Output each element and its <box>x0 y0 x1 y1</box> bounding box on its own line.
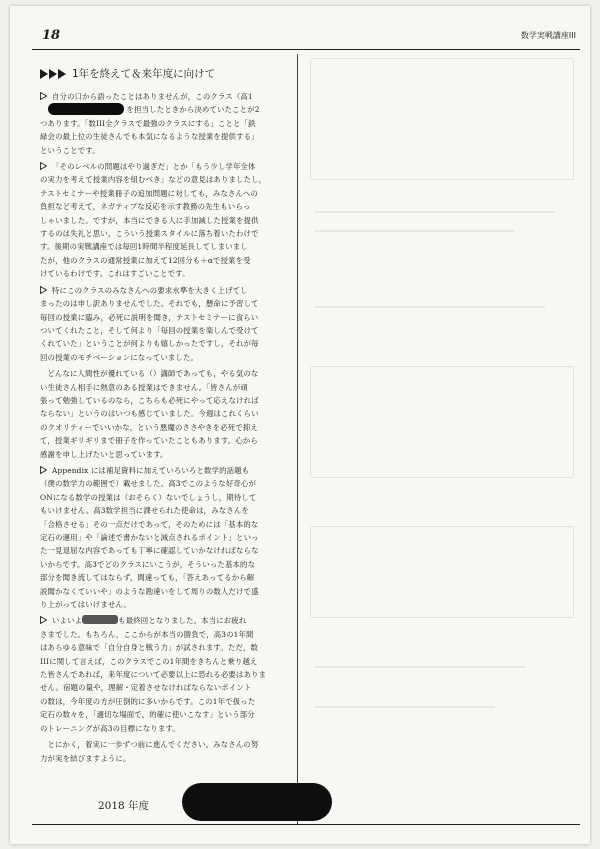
text-line: 定石の運用」や「論述で書かないと減点されるポイント」といっ <box>40 533 259 542</box>
outline-triangle-icon <box>40 92 47 100</box>
bleed-through-box <box>310 58 574 180</box>
text-line: しゃいました。ですが，本当にできる人に手加減した授業を提供 <box>40 215 259 225</box>
text-line: 定石の数々を，「適切な場面で，的確に使いこなす」という部分 <box>40 710 255 720</box>
text-line: ということです。 <box>40 145 100 155</box>
text-line: たが，他のクラスの通常授業に加えて12回分も＋αで授業を受 <box>40 255 251 265</box>
text-line: せん。宿題の量や，理解・定着させなければならないポイント <box>40 683 252 693</box>
text-line: 自分の口から語ったことはありませんが，このクラス（高1 <box>52 92 253 101</box>
text-line: つあります。「数III全クラスで最強のクラスにする」ことと「鉄 <box>40 118 256 128</box>
text-line: た皆さんであれば，来年度について必要以上に恐れる必要はありま <box>40 670 267 680</box>
redaction-bar <box>48 103 124 115</box>
paragraph-7 <box>40 738 290 765</box>
text-line: り上がってはいけません。 <box>40 600 131 610</box>
text-line: た一見退屈な内容であっても丁寧に確認していかなければならな <box>40 546 259 556</box>
text-line: けているわけです。これはすごいことです。 <box>40 269 190 279</box>
signature-redaction <box>182 783 332 821</box>
bleed-through-line <box>315 211 555 213</box>
bleed-through-box <box>310 366 574 478</box>
bleed-through-line <box>315 706 495 708</box>
text-line: を担当したときから決めていたことが2 <box>126 105 260 115</box>
text-line: ONになる数学の授業は（おそらく）ないでしょうし，期待して <box>40 492 257 502</box>
text-line: 回の授業のモチベーションになっていました。 <box>40 352 199 362</box>
text-line: 説聞かなくていいや」のような勘違いをして周りの数人だけで盛 <box>40 586 259 596</box>
text-line: 部分を聞き流してはならず，間違っても，「答えあってるから解 <box>40 573 255 583</box>
outline-triangle-icon <box>40 286 47 294</box>
bleed-through-line <box>315 230 515 232</box>
text-line: 特にこのクラスのみなさんへの要求水準を大きく上げてし <box>52 285 248 295</box>
text-line: い生徒さん相手に熱意のある授業はできません。「皆さんが頑 <box>40 382 248 392</box>
outline-triangle-icon <box>40 162 47 170</box>
document-page <box>10 6 590 844</box>
paragraph-3 <box>40 284 290 364</box>
paragraph-5 <box>40 464 290 611</box>
text-line: 張って勉強しているのなら，こちらも必死にやって応えなければ <box>40 395 259 405</box>
bleed-through-line <box>315 666 525 668</box>
text-line: のクオリティーでいいかな，という悪魔のささやきを必死で抑え <box>40 422 258 432</box>
text-line: いからです。高3でどのクラスにいこうが，そういった基本的な <box>40 559 256 569</box>
text-line: まったのは申し訳ありませんでした。それでも，懸命に予習して <box>40 299 259 309</box>
text-line: どんなに人間性が優れている（）講師であっても，やる気のな <box>47 369 259 379</box>
text-line: 負担など考えて，ネガティブな反応を示す教務の先生もいらっ <box>40 202 251 212</box>
text-line: するのは失礼と思い，こういう授業スタイルに落ち着いたわけで <box>40 229 259 239</box>
text-line: 力が実を結びますように。 <box>40 753 131 763</box>
text-line: て，授業ギリギリまで冊子を作っていたこともあります。心から <box>40 436 258 446</box>
text-line: 緑会の最上位の生徒さんでも本気になるような授業を提供する」 <box>40 132 259 142</box>
text-line: 「合格させる」その一点だけであって，そのためには「基本的な <box>40 519 259 529</box>
text-line: ならない」というのはいつも感じていました。今週はこれくらい <box>40 409 259 419</box>
paragraph-4 <box>40 367 290 461</box>
footer-rule <box>32 824 580 825</box>
outline-triangle-icon <box>40 616 47 624</box>
section-heading <box>40 66 290 81</box>
header-rule <box>32 49 580 50</box>
text-line: 毎回の授業に臨み，必死に説明を聞き，テストセミナーに食らい <box>40 312 259 322</box>
bleed-through-line <box>315 306 545 308</box>
redaction-bar <box>82 615 118 624</box>
text-line: テストセミナーや授業冊子の追加問題に対しても，みなさんへの <box>40 188 259 198</box>
text-line: とにかく，着実に一歩ずつ前に進んでください。みなさんの努 <box>47 740 259 750</box>
text-line: のトレーニングが高3の目標になります。 <box>40 723 180 733</box>
left-column <box>40 66 290 768</box>
outline-triangle-icon <box>40 466 47 474</box>
text-line: くれていた」ということが何よりも嬉しかったですし，それが毎 <box>40 339 259 349</box>
text-line: はあらゆる意味で「自分自身と戦う力」が試されます。ただ，数 <box>40 643 259 653</box>
text-line: の実力を考えて授業内容を組むべき」などの意見はありましたし， <box>40 175 267 185</box>
paragraph-1 <box>40 90 290 157</box>
text-line: す。後期の実戦講座では毎回1時間半程度延長してしまいまし <box>40 242 248 252</box>
book-title: 数学実戦講座III <box>520 31 576 40</box>
text-line: も最終回となりました。本当にお疲れ <box>118 616 247 626</box>
text-line: 「そのレベルの問題はやり過ぎだ」とか「もう少し学年全体 <box>52 162 256 172</box>
signature-year: 2018 年度 <box>98 800 150 812</box>
text-line: IIIに関して言えば，このクラスでこの1年間をきちんと乗り越え <box>40 656 258 666</box>
section-title: 1年を終えて＆来年度に向けて <box>72 68 216 80</box>
paragraph-6 <box>40 614 290 735</box>
bleed-through-box <box>310 526 574 618</box>
text-line: の数は，今年度の方が圧倒的に多いからです。この1年で扱った <box>40 696 256 706</box>
text-line: いよいよ <box>52 616 83 626</box>
page-number: 18 <box>42 28 61 43</box>
text-line: ついてくれたこと，そして何より「毎回の授業を楽しんで受けて <box>40 325 259 335</box>
column-divider <box>297 54 298 824</box>
text-line: （僕の数学力の範囲で）載せました。高3でこのような好奇心が <box>40 479 256 489</box>
text-line: 感謝を申し上げたいと思っています。 <box>40 449 168 459</box>
text-line: さまでした。もちろん，ここからが本当の勝負で，高3の1年間 <box>40 629 254 639</box>
paragraph-2 <box>40 160 290 281</box>
text-line: Appendix には補足資料に加えていろいろと数学的話題も <box>52 465 250 475</box>
triple-arrow-icon <box>40 69 66 79</box>
text-line: もいけません。高3数学担当に課せられた使命は，みなさんを <box>40 506 249 516</box>
